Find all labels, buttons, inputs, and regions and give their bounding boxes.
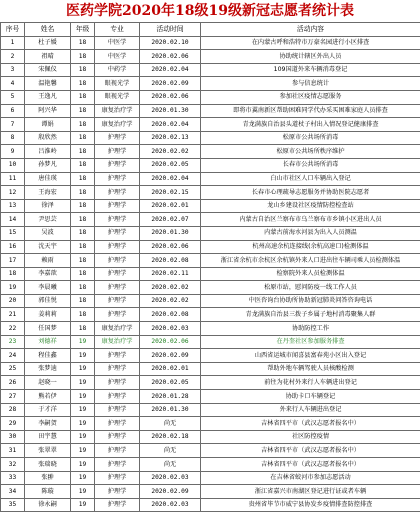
cell-index[interactable]: 31 [1, 444, 25, 458]
cell-date[interactable]: 2020.02.01 [140, 362, 201, 376]
cell-grade[interactable]: 18 [71, 199, 95, 213]
cell-date[interactable]: 尚无 [140, 444, 201, 458]
cell-grade[interactable]: 18 [71, 158, 95, 172]
cell-major[interactable]: 护理学 [95, 199, 140, 213]
cell-date[interactable]: 2020.02.04 [140, 172, 201, 186]
cell-grade[interactable]: 18 [71, 281, 95, 295]
cell-activity[interactable]: 内蒙古前海水河县为出入人员测温 [201, 226, 420, 240]
cell-activity[interactable]: 浙江省嘉兴市南湖区登记进行证或者车辆 [201, 485, 420, 499]
cell-index[interactable]: 2 [1, 50, 25, 64]
header-grade: 年级 [71, 23, 95, 37]
cell-grade[interactable]: 19 [71, 444, 95, 458]
cell-index[interactable]: 34 [1, 485, 25, 499]
table-row [1, 403, 420, 417]
table-row [1, 131, 420, 145]
cell-grade[interactable]: 18 [71, 308, 95, 322]
cell-major[interactable]: 护理学 [95, 376, 140, 390]
cell-grade[interactable]: 19 [71, 458, 95, 472]
table-row [1, 294, 420, 308]
cell-major[interactable]: 护理学 [95, 390, 140, 404]
cell-name[interactable]: 吴波 [25, 226, 71, 240]
cell-activity[interactable]: 杭州高速余杭连接线(余杭高速口)检测体温 [201, 240, 420, 254]
cell-index[interactable]: 20 [1, 294, 25, 308]
cell-activity[interactable]: 参与信息统计 [201, 77, 420, 91]
cell-index[interactable]: 32 [1, 458, 25, 472]
table-row [1, 498, 420, 512]
cell-index[interactable]: 27 [1, 390, 25, 404]
cell-index[interactable]: 17 [1, 254, 25, 268]
cell-date[interactable]: 尚无 [140, 458, 201, 472]
cell-major[interactable]: 护理学 [95, 226, 140, 240]
cell-activity[interactable]: 内蒙古自治区兰察布市乌兰察布市乡镇小区进出人员 [201, 213, 420, 227]
cell-name[interactable]: 张梦迪 [25, 362, 71, 376]
cell-major[interactable]: 眼视光学 [95, 90, 140, 104]
cell-activity[interactable]: 协助卡口车辆登记 [201, 390, 420, 404]
cell-major[interactable]: 护理学 [95, 498, 140, 512]
table-row [1, 458, 420, 472]
cell-index[interactable]: 24 [1, 349, 25, 363]
cell-major[interactable]: 护理学 [95, 362, 140, 376]
table-row [1, 485, 420, 499]
cell-name[interactable]: 张翀 [25, 471, 71, 485]
cell-major[interactable]: 护理学 [95, 186, 140, 200]
cell-major[interactable]: 中药学 [95, 63, 140, 77]
cell-grade[interactable]: 19 [71, 376, 95, 390]
cell-name[interactable]: 沈天宇 [25, 240, 71, 254]
cell-grade[interactable]: 19 [71, 430, 95, 444]
cell-grade[interactable]: 18 [71, 36, 95, 50]
cell-grade[interactable]: 18 [71, 145, 95, 159]
cell-index[interactable]: 5 [1, 90, 25, 104]
cell-grade[interactable]: 18 [71, 267, 95, 281]
cell-name[interactable]: 徐泽 [25, 199, 71, 213]
cell-date[interactable]: 2020.02.09 [140, 349, 201, 363]
cell-major[interactable]: 中医学 [95, 50, 140, 64]
cell-name[interactable]: 李晨曦 [25, 281, 71, 295]
cell-date[interactable]: 2020.02.03 [140, 322, 201, 336]
cell-name[interactable]: 赵晓一 [25, 376, 71, 390]
cell-grade[interactable]: 18 [71, 77, 95, 91]
sheet-title: 医药学院2020年18级19级新冠志愿者统计表 [0, 0, 420, 22]
cell-major[interactable]: 护理学 [95, 213, 140, 227]
cell-grade[interactable]: 19 [71, 485, 95, 499]
cell-major[interactable]: 护理学 [95, 131, 140, 145]
cell-grade[interactable]: 18 [71, 131, 95, 145]
cell-name[interactable]: 李嘉歆 [25, 267, 71, 281]
cell-name[interactable]: 熊若伊 [25, 390, 71, 404]
header-name: 姓名 [25, 23, 71, 37]
cell-date[interactable]: 2020.02.08 [140, 254, 201, 268]
cell-index[interactable]: 16 [1, 240, 25, 254]
cell-activity[interactable]: 浙江省余杭市余杭区余杭镇外来人口进出往车辆司乘人员检测体温 [201, 254, 420, 268]
table-row [1, 226, 420, 240]
cell-major[interactable]: 护理学 [95, 294, 140, 308]
table-row [1, 335, 420, 349]
cell-name[interactable]: 尹思芸 [25, 213, 71, 227]
cell-index[interactable]: 13 [1, 199, 25, 213]
cell-activity[interactable]: 吉林省四平市（武汉志愿者报名中） [201, 417, 420, 431]
cell-date[interactable]: 2020.02.06 [140, 90, 201, 104]
cell-name[interactable]: 祖晴 [25, 50, 71, 64]
cell-name[interactable]: 孙梦凡 [25, 158, 71, 172]
cell-activity[interactable]: 在内蒙古呼和浩特市万豪名园进行小区排查 [201, 36, 420, 50]
cell-date[interactable]: 2020.02.15 [140, 186, 201, 200]
cell-activity[interactable]: 社区防控疫情 [201, 430, 420, 444]
cell-date[interactable]: 2020.01.30 [140, 226, 201, 240]
cell-date[interactable]: 2020.02.18 [140, 430, 201, 444]
cell-activity[interactable]: 松原市站，慰问防疫一线工作人员 [201, 281, 420, 295]
cell-date[interactable]: 2020.02.01 [140, 199, 201, 213]
table-body [1, 36, 420, 512]
cell-grade[interactable]: 19 [71, 471, 95, 485]
cell-major[interactable]: 护理学 [95, 281, 140, 295]
cell-activity[interactable]: 长春市心理疏导志愿服务并协助医院志愿者 [201, 186, 420, 200]
cell-grade[interactable]: 18 [71, 50, 95, 64]
table-row [1, 172, 420, 186]
cell-activity[interactable]: 协助统计辖区外出人员 [201, 50, 420, 64]
cell-grade[interactable]: 19 [71, 403, 95, 417]
cell-date[interactable]: 2020.02.05 [140, 376, 201, 390]
cell-activity[interactable]: 龙山乡建设社区疫情防控检查站 [201, 199, 420, 213]
cell-date[interactable]: 2020.02.11 [140, 267, 201, 281]
cell-major[interactable]: 护理学 [95, 403, 140, 417]
cell-activity[interactable]: 即将市翼南新区帮助困难同学代办采买困难家庭人员排查 [201, 104, 420, 118]
table-row [1, 50, 420, 64]
cell-grade[interactable]: 18 [71, 104, 95, 118]
cell-name[interactable]: 徐永嗣 [25, 498, 71, 512]
cell-index[interactable]: 14 [1, 213, 25, 227]
cell-date[interactable]: 2020.02.04 [140, 63, 201, 77]
cell-major[interactable]: 康复治疗学 [95, 322, 140, 336]
table-row [1, 145, 420, 159]
table-row [1, 254, 420, 268]
cell-activity[interactable]: 外来行人车辆进出登记 [201, 403, 420, 417]
cell-index[interactable]: 6 [1, 104, 25, 118]
cell-activity[interactable]: 贵州省毕节市威宁县协发乡疫情排查防控排查 [201, 498, 420, 512]
cell-index[interactable]: 23 [1, 335, 25, 349]
cell-date[interactable]: 2020.02.13 [140, 131, 201, 145]
cell-activity[interactable]: 吉林省四平市（武汉志愿者报名中） [201, 458, 420, 472]
cell-grade[interactable]: 18 [71, 294, 95, 308]
cell-name[interactable]: 谭娟 [25, 118, 71, 132]
cell-date[interactable]: 2020.02.08 [140, 308, 201, 322]
cell-name[interactable]: 殷欣然 [25, 131, 71, 145]
cell-grade[interactable]: 19 [71, 498, 95, 512]
cell-name[interactable]: 宋佩仪 [25, 63, 71, 77]
cell-major[interactable]: 康复治疗学 [95, 118, 140, 132]
cell-name[interactable]: 张翠翠 [25, 444, 71, 458]
cell-major[interactable]: 护理学 [95, 417, 140, 431]
cell-grade[interactable]: 18 [71, 254, 95, 268]
table-row [1, 63, 420, 77]
cell-index[interactable]: 4 [1, 77, 25, 91]
cell-major[interactable]: 护理学 [95, 145, 140, 159]
cell-major[interactable]: 护理学 [95, 485, 140, 499]
cell-activity[interactable]: 检察院外来人员检测体温 [201, 267, 420, 281]
cell-date[interactable]: 2020.02.04 [140, 118, 201, 132]
table-row [1, 186, 420, 200]
cell-activity[interactable]: 松原市公共场所消毒 [201, 131, 420, 145]
cell-index[interactable]: 35 [1, 498, 25, 512]
table-row [1, 77, 420, 91]
cell-grade[interactable]: 18 [71, 118, 95, 132]
cell-major[interactable]: 护理学 [95, 308, 140, 322]
cell-index[interactable]: 22 [1, 322, 25, 336]
header-major: 专业 [95, 23, 140, 37]
cell-major[interactable]: 康复治疗学 [95, 335, 140, 349]
table-row [1, 104, 420, 118]
cell-activity[interactable]: 吉林省四平市（武汉志愿者报名中） [201, 444, 420, 458]
table-row [1, 213, 420, 227]
cell-index[interactable]: 26 [1, 376, 25, 390]
cell-activity[interactable]: 青龙满族自治县头道杖子村出入情况登记健康排查 [201, 118, 420, 132]
cell-index[interactable]: 28 [1, 403, 25, 417]
table-row [1, 308, 420, 322]
cell-grade[interactable]: 18 [71, 90, 95, 104]
cell-major[interactable]: 护理学 [95, 444, 140, 458]
cell-date[interactable]: 2020.02.06 [140, 240, 201, 254]
cell-date[interactable]: 2020.01.30 [140, 403, 201, 417]
cell-name[interactable]: 阿兴华 [25, 104, 71, 118]
cell-date[interactable]: 2020.02.03 [140, 498, 201, 512]
cell-activity[interactable]: 山西省运城市闻喜县富春苑小区出入登记 [201, 349, 420, 363]
cell-grade[interactable]: 19 [71, 362, 95, 376]
cell-index[interactable]: 1 [1, 36, 25, 50]
header-index: 序号 [1, 23, 25, 37]
header-activity: 活动内容 [201, 23, 420, 37]
cell-name[interactable]: 杜子媛 [25, 36, 71, 50]
cell-index[interactable]: 12 [1, 186, 25, 200]
cell-index[interactable]: 19 [1, 281, 25, 295]
cell-date[interactable]: 2020.02.03 [140, 471, 201, 485]
cell-major[interactable]: 护理学 [95, 349, 140, 363]
cell-major[interactable]: 康复治疗学 [95, 104, 140, 118]
cell-index[interactable]: 10 [1, 158, 25, 172]
table-row [1, 362, 420, 376]
cell-grade[interactable]: 18 [71, 186, 95, 200]
cell-date[interactable]: 2020.02.07 [140, 213, 201, 227]
cell-major[interactable]: 护理学 [95, 471, 140, 485]
cell-grade[interactable]: 19 [71, 349, 95, 363]
cell-activity[interactable]: 协助防控工作 [201, 322, 420, 336]
table-row [1, 444, 420, 458]
cell-grade[interactable]: 19 [71, 417, 95, 431]
cell-name[interactable]: 吕淮岭 [25, 145, 71, 159]
table-row [1, 90, 420, 104]
cell-date[interactable]: 2020.01.30 [140, 104, 201, 118]
cell-index[interactable]: 18 [1, 267, 25, 281]
cell-date[interactable]: 2020.02.06 [140, 335, 201, 349]
cell-activity[interactable]: 松原市公共场所秩序维护 [201, 145, 420, 159]
cell-major[interactable]: 护理学 [95, 158, 140, 172]
cell-index[interactable]: 29 [1, 417, 25, 431]
cell-major[interactable]: 中医学 [95, 36, 140, 50]
cell-major[interactable]: 护理学 [95, 240, 140, 254]
cell-name[interactable]: 王逸凡 [25, 90, 71, 104]
cell-name[interactable]: 田宇慧 [25, 430, 71, 444]
cell-grade[interactable]: 18 [71, 172, 95, 186]
cell-index[interactable]: 33 [1, 471, 25, 485]
cell-name[interactable]: 唐佳瑛 [25, 172, 71, 186]
table-row [1, 390, 420, 404]
cell-index[interactable]: 3 [1, 63, 25, 77]
cell-index[interactable]: 30 [1, 430, 25, 444]
cell-activity[interactable]: 长春市公共场所消毒 [201, 158, 420, 172]
volunteer-table [0, 22, 420, 512]
cell-grade[interactable]: 18 [71, 226, 95, 240]
cell-name[interactable]: 温艳馨 [25, 77, 71, 91]
cell-activity[interactable]: 中医咨询台协助所协助新冠肺炎问答咨询电话 [201, 294, 420, 308]
table-row [1, 36, 420, 50]
table-row [1, 376, 420, 390]
table-row [1, 158, 420, 172]
cell-index[interactable]: 25 [1, 362, 25, 376]
cell-grade[interactable]: 18 [71, 322, 95, 336]
table-row [1, 199, 420, 213]
cell-name[interactable]: 刘德祥 [25, 335, 71, 349]
cell-activity[interactable]: 青龙满族自治县三拨子乡属子地村消毒聚集人群 [201, 308, 420, 322]
cell-index[interactable]: 11 [1, 172, 25, 186]
header-row [1, 23, 420, 37]
table-row [1, 281, 420, 295]
cell-activity[interactable]: 帮助外地车辆驾驶人员核酸检测 [201, 362, 420, 376]
cell-date[interactable]: 2020.02.10 [140, 36, 201, 50]
cell-date[interactable]: 2020.02.06 [140, 50, 201, 64]
cell-date[interactable]: 2020.02.09 [140, 485, 201, 499]
cell-major[interactable]: 护理学 [95, 430, 140, 444]
table-row [1, 430, 420, 444]
cell-major[interactable]: 眼视光学 [95, 77, 140, 91]
cell-grade[interactable]: 18 [71, 63, 95, 77]
cell-activity[interactable]: 在丹奎社区参加服务排查 [201, 335, 420, 349]
cell-activity[interactable]: 前往为花村外来行人车辆进出登记 [201, 376, 420, 390]
cell-date[interactable]: 2020.02.02 [140, 145, 201, 159]
cell-index[interactable]: 7 [1, 118, 25, 132]
cell-grade[interactable]: 18 [71, 213, 95, 227]
cell-name[interactable]: 姜莉莉 [25, 308, 71, 322]
cell-name[interactable]: 王海宏 [25, 186, 71, 200]
cell-major[interactable]: 护理学 [95, 458, 140, 472]
table-row [1, 240, 420, 254]
cell-major[interactable]: 护理学 [95, 267, 140, 281]
cell-date[interactable]: 尚无 [140, 417, 201, 431]
cell-major[interactable]: 护理学 [95, 172, 140, 186]
cell-date[interactable]: 2020.02.02 [140, 294, 201, 308]
header-date: 活动时间 [140, 23, 201, 37]
cell-index[interactable]: 15 [1, 226, 25, 240]
cell-name[interactable]: 李嗣贺 [25, 417, 71, 431]
cell-index[interactable]: 9 [1, 145, 25, 159]
cell-activity[interactable]: 参加社区疫情志愿服务 [201, 90, 420, 104]
table-row [1, 322, 420, 336]
cell-name[interactable]: 张瑞晓 [25, 458, 71, 472]
cell-name[interactable]: 郭佳悦 [25, 294, 71, 308]
cell-index[interactable]: 21 [1, 308, 25, 322]
cell-grade[interactable]: 19 [71, 335, 95, 349]
cell-name[interactable]: 于才洋 [25, 403, 71, 417]
cell-name[interactable]: 任国梦 [25, 322, 71, 336]
cell-activity[interactable]: 109国道外来车辆消毒登记 [201, 63, 420, 77]
table-row [1, 417, 420, 431]
cell-date[interactable]: 2020.02.09 [140, 77, 201, 91]
cell-name[interactable]: 赖雨 [25, 254, 71, 268]
cell-date[interactable]: 2020.01.28 [140, 390, 201, 404]
cell-name[interactable]: 程佳鑫 [25, 349, 71, 363]
cell-major[interactable]: 护理学 [95, 254, 140, 268]
cell-index[interactable]: 8 [1, 131, 25, 145]
cell-name[interactable]: 陈璇 [25, 485, 71, 499]
table-row [1, 118, 420, 132]
table-row [1, 267, 420, 281]
cell-grade[interactable]: 19 [71, 390, 95, 404]
cell-activity[interactable]: 在吉林省蛟河市参加志愿活动 [201, 471, 420, 485]
cell-date[interactable]: 2020.02.02 [140, 281, 201, 295]
table-row [1, 349, 420, 363]
cell-activity[interactable]: 白山市社区人口车辆出入登记 [201, 172, 420, 186]
cell-grade[interactable]: 18 [71, 240, 95, 254]
cell-date[interactable]: 2020.02.05 [140, 158, 201, 172]
